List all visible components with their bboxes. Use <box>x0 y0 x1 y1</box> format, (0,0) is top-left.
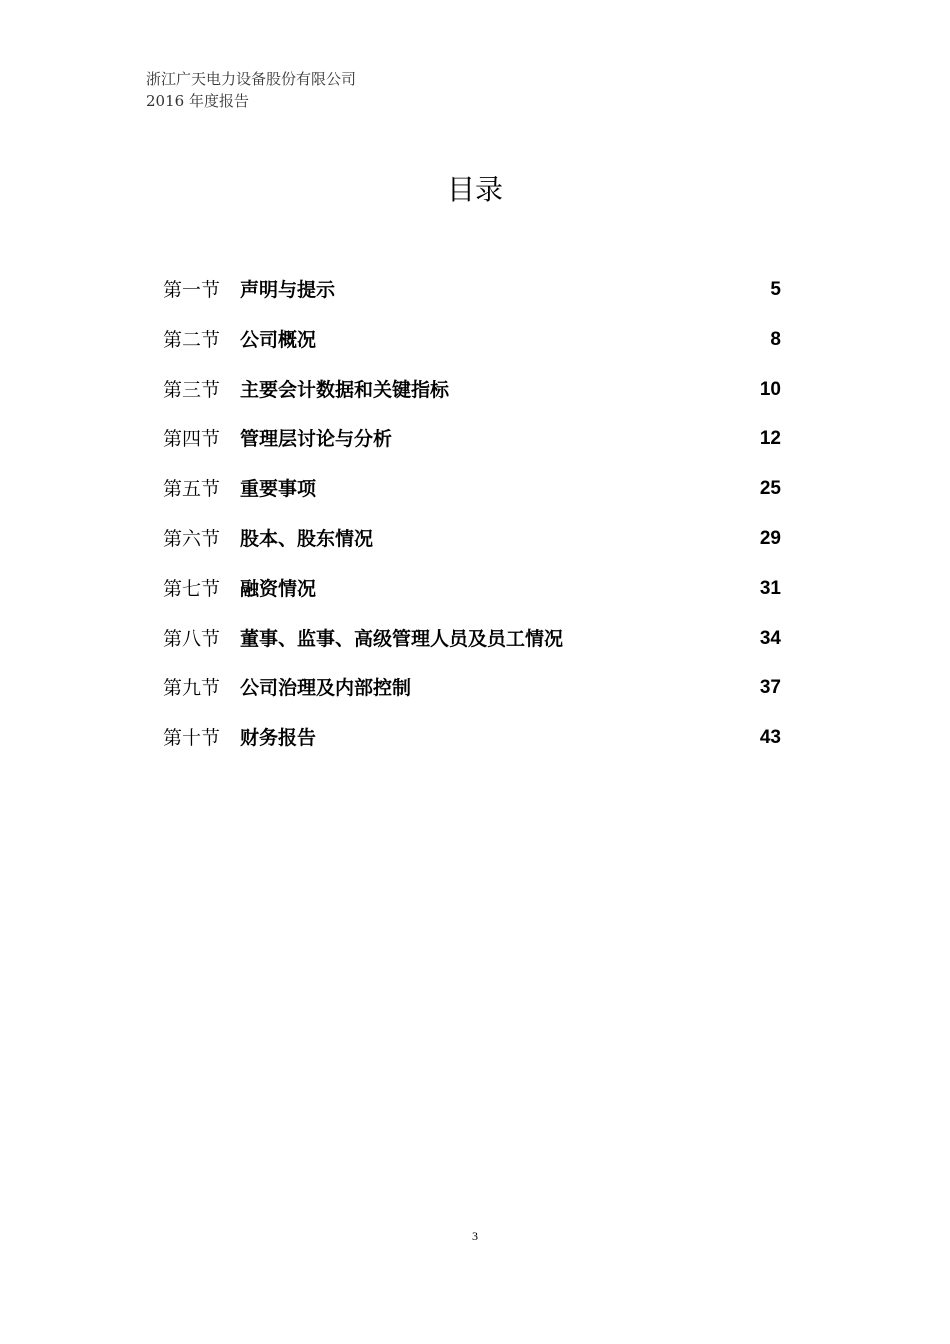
toc-section-label: 第七节 <box>163 577 221 600</box>
toc-page-number: 25 <box>759 478 781 500</box>
toc-entry[interactable] <box>163 424 781 474</box>
toc-heading: 重要事项 <box>240 478 317 501</box>
toc-section-label: 第六节 <box>163 527 221 550</box>
toc-heading: 声明与提示 <box>240 279 336 301</box>
toc-entry[interactable] <box>163 723 781 773</box>
toc-page-number: 43 <box>759 727 781 749</box>
toc-entry[interactable] <box>163 624 781 674</box>
table-of-contents <box>163 275 781 773</box>
toc-section-label: 第三节 <box>163 378 221 401</box>
toc-entry[interactable] <box>163 474 781 524</box>
toc-heading: 主要会计数据和关键指标 <box>240 378 450 401</box>
toc-page-number: 29 <box>759 527 781 549</box>
toc-entry[interactable] <box>163 275 781 325</box>
toc-section-label: 第一节 <box>163 279 221 301</box>
toc-page-number: 10 <box>759 378 781 400</box>
toc-page-number: 31 <box>759 577 781 599</box>
toc-page-number: 37 <box>759 677 781 699</box>
page-header <box>146 68 356 112</box>
toc-entry[interactable] <box>163 375 781 425</box>
toc-heading: 财务报告 <box>240 727 317 750</box>
page-number: 3 <box>472 1229 478 1243</box>
toc-heading: 董事、监事、高级管理人员及员工情况 <box>240 627 564 650</box>
toc-title: 目录 <box>446 173 503 206</box>
toc-section-label: 第十节 <box>163 727 221 750</box>
report-title: 2016 年度报告 <box>146 92 249 110</box>
toc-page-number: 8 <box>770 328 781 350</box>
toc-heading: 股本、股东情况 <box>240 527 374 550</box>
toc-page-number: 34 <box>759 627 781 649</box>
toc-entry[interactable] <box>163 673 781 723</box>
toc-heading: 公司概况 <box>240 328 317 351</box>
toc-entry[interactable] <box>163 524 781 574</box>
company-name: 浙江广天电力设备股份有限公司 <box>146 70 357 88</box>
toc-entry[interactable] <box>163 325 781 375</box>
toc-entry[interactable] <box>163 574 781 624</box>
toc-heading: 公司治理及内部控制 <box>240 677 412 700</box>
toc-section-label: 第八节 <box>163 627 221 650</box>
toc-section-label: 第九节 <box>163 677 221 700</box>
toc-page-number: 12 <box>759 428 781 450</box>
toc-page-number: 5 <box>770 279 781 300</box>
toc-section-label: 第四节 <box>163 428 221 451</box>
toc-section-label: 第五节 <box>163 478 221 501</box>
toc-heading: 融资情况 <box>240 577 317 600</box>
toc-heading: 管理层讨论与分析 <box>240 428 393 451</box>
toc-section-label: 第二节 <box>163 328 221 351</box>
